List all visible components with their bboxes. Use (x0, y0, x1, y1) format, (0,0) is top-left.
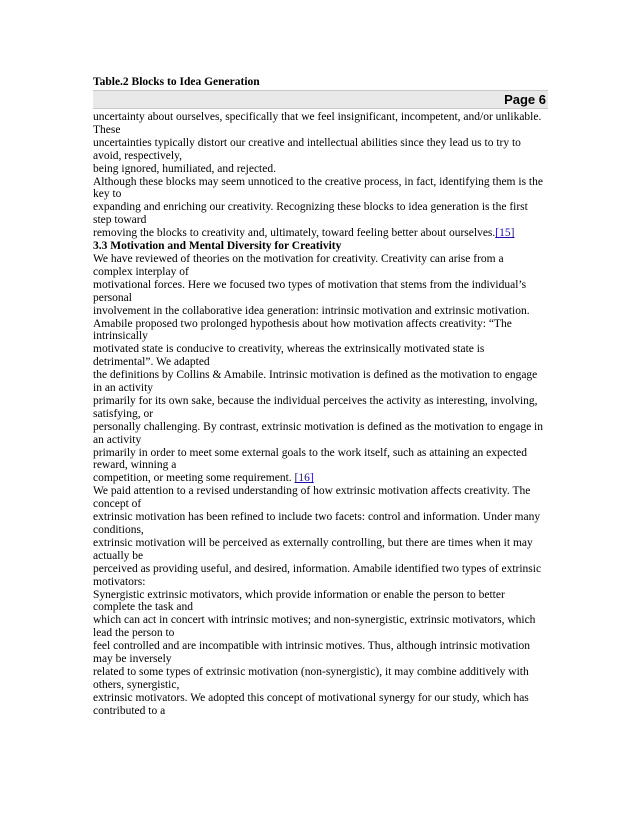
text-line-content: primarily in order to meet some external goals to the work itself, such as attaining an expected (93, 446, 527, 459)
text-line (93, 382, 548, 395)
document-page (93, 76, 548, 718)
text-line-content: personal (93, 291, 132, 304)
text-line-content: detrimental”. We adapted (93, 356, 210, 369)
text-line (93, 330, 548, 343)
text-line-content: personally challenging. By contrast, extrinsic motivation is defined as the motivation to engage in (93, 420, 543, 433)
text-line-content: intrinsically (93, 330, 148, 343)
text-line-content: involvement in the collaborative idea generation: intrinsic motivation and extrinsic motivation. (93, 304, 530, 317)
text-line-content: an activity (93, 433, 142, 446)
text-line (93, 150, 548, 163)
text-line-content: perceived as providing useful, and desired, information. Amabile identified two types of extrinsic (93, 562, 542, 575)
text-line (93, 666, 548, 679)
text-line-content: 3.3 Motivation and Mental Diversity for Creativity (93, 240, 342, 253)
text-line-content: complex interplay of (93, 265, 189, 278)
text-line (93, 550, 548, 563)
text-line-content: related to some types of extrinsic motivation (non-synergistic), it may combine additively with (93, 665, 529, 678)
text-line-content: contributed to a (93, 704, 166, 717)
text-line (93, 111, 548, 124)
text-line (93, 214, 548, 227)
text-line-content: satisfying, or (93, 407, 154, 420)
text-line-content: motivated state is conducive to creativity, whereas the extrinsically motivated state is (93, 343, 485, 356)
text-line-content: uncertainties typically distort our creative and intellectual abilities since they lead us to try to (93, 136, 521, 149)
citation-link[interactable]: [15] (495, 227, 515, 240)
text-line (93, 511, 548, 524)
text-line (93, 343, 548, 356)
text-line (93, 459, 548, 472)
text-line (93, 369, 548, 382)
text-line-content: complete the task and (93, 601, 193, 614)
text-line (93, 176, 548, 189)
text-line-content: avoid, respectively, (93, 149, 182, 162)
text-line (93, 395, 548, 408)
text-line (93, 589, 548, 602)
text-line (93, 537, 548, 550)
text-line (93, 653, 548, 666)
text-line-content: feel controlled and are incompatible with intrinsic motives. Thus, although intrinsic motivation (93, 640, 531, 653)
text-line-content: which can act in concert with intrinsic motives; and non-synergistic, extrinsic motivators, which (93, 614, 536, 627)
text-line (93, 279, 548, 292)
text-line (93, 576, 548, 589)
text-line (93, 292, 548, 305)
text-line (93, 124, 548, 137)
text-line (93, 421, 548, 434)
text-line-content: extrinsic motivation has been refined to include two facets: control and information. Under many (93, 511, 541, 524)
text-line-content: reward, winning a (93, 459, 177, 472)
text-line-content: being ignored, humiliated, and rejected. (93, 162, 276, 175)
text-line (93, 627, 548, 640)
text-line-content: We paid attention to a revised understanding of how extrinsic motivation affects creativity. The (93, 485, 531, 498)
text-line (93, 485, 548, 498)
text-line-content: Synergistic extrinsic motivators, which provide information or enable the person to better (93, 588, 505, 601)
table-caption: Table.2 Blocks to Idea Generation (93, 76, 260, 88)
text-line-content: key to (93, 188, 122, 201)
page-number: Page 6 (504, 92, 546, 107)
text-line (93, 705, 548, 718)
text-line-content: We have reviewed of theories on the motivation for creativity. Creativity can arise from a (93, 252, 504, 265)
text-line (93, 692, 548, 705)
text-line-content: removing the blocks to creativity and, ultimately, toward feeling better about ourselves. (93, 227, 496, 240)
text-line-content: motivational forces. Here we focused two types of motivation that stems from the individual’s (93, 278, 527, 291)
citation-link[interactable]: [16] (294, 472, 314, 485)
text-line (93, 137, 548, 150)
text-line-content: primarily for its own sake, because the individual perceives the activity as interesting, involving, (93, 394, 538, 407)
text-line-content: others, synergistic, (93, 678, 180, 691)
text-line-content: uncertainty about ourselves, specifically that we feel insignificant, incompetent, and/or unlikable. (93, 111, 542, 123)
text-line (93, 472, 548, 485)
text-line (93, 253, 548, 266)
body-text (93, 111, 548, 718)
text-line (93, 498, 548, 511)
text-line (93, 640, 548, 653)
text-line-content: actually be (93, 549, 144, 562)
text-line (93, 163, 548, 176)
text-line (93, 227, 548, 240)
text-line (93, 201, 548, 214)
text-line-content: the definitions by Collins & Amabile. Intrinsic motivation is defined as the motivation to engage (93, 369, 538, 382)
text-line-content: extrinsic motivators. We adopted this concept of motivational synergy for our study, which has (93, 691, 529, 704)
text-line-content: These (93, 123, 121, 136)
text-line-content: Amabile proposed two prolonged hypothesis about how motivation affects creativity: “The (93, 317, 512, 330)
text-line-content: lead the person to (93, 627, 175, 640)
text-line-content: in an activity (93, 382, 154, 395)
text-line (93, 266, 548, 279)
text-line (93, 524, 548, 537)
text-line-content: motivators: (93, 575, 146, 588)
text-line (93, 318, 548, 331)
text-line-content: step toward (93, 214, 147, 227)
text-line-content: concept of (93, 498, 142, 511)
text-line-content: conditions, (93, 524, 144, 536)
text-line (93, 679, 548, 692)
text-line-content: competition, or meeting some requirement. (93, 472, 295, 485)
text-line (93, 601, 548, 614)
text-line (93, 434, 548, 447)
text-line (93, 563, 548, 576)
text-line (93, 447, 548, 460)
text-line (93, 408, 548, 421)
text-line-content: extrinsic motivation will be perceived as externally controlling, but there are times when it may (93, 536, 533, 549)
text-line-content: may be inversely (93, 653, 172, 666)
text-line (93, 614, 548, 627)
section-heading (93, 240, 548, 253)
text-line (93, 356, 548, 369)
text-line (93, 188, 548, 201)
text-line-content: Although these blocks may seem unnoticed to the creative process, in fact, identifying them is the (93, 175, 543, 188)
text-line-content: expanding and enriching our creativity. Recognizing these blocks to idea generation is the first (93, 201, 528, 214)
text-line (93, 305, 548, 318)
page-header-bar (93, 90, 548, 109)
